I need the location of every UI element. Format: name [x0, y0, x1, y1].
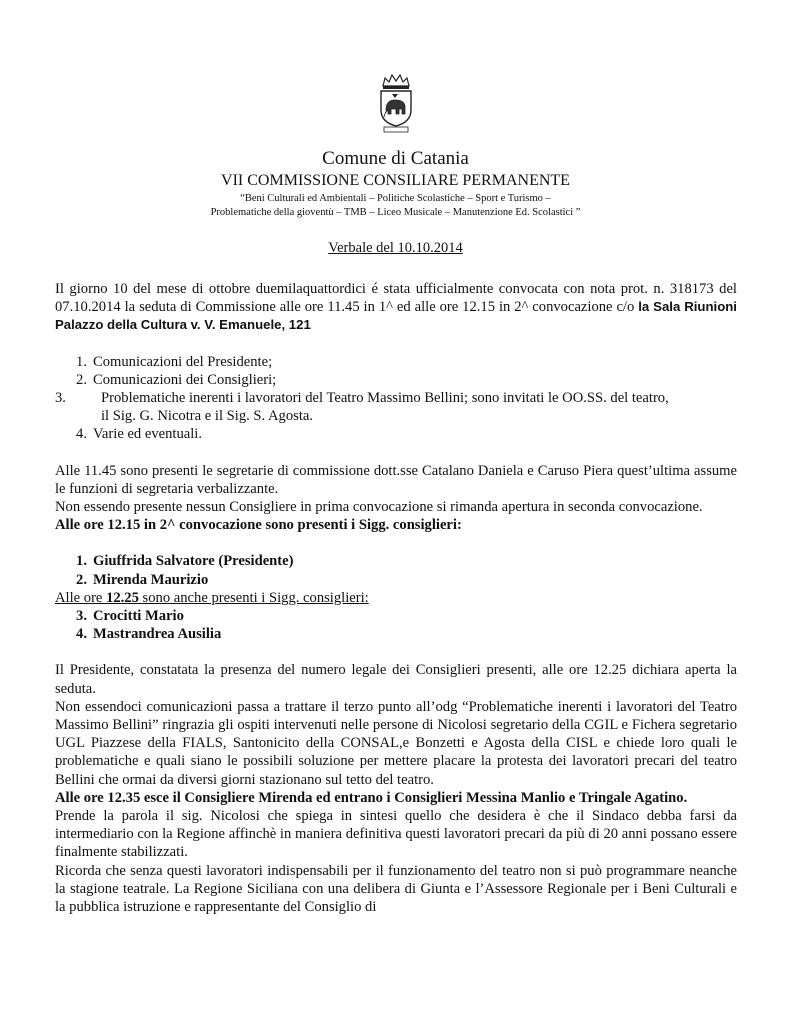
- agenda-text: Problematiche inerenti i lavoratori del Teatro Massimo Bellini; sono invitati le OO.SS. del teatro,: [101, 390, 669, 407]
- verbale-title: Verbale del 10.10.2014: [328, 240, 463, 256]
- consigliere-item: [55, 552, 737, 570]
- intro-location: la Sala Riunioni Palazzo della Cultura v. V. Emanuele, 121: [55, 299, 737, 333]
- agenda-text-cont: il Sig. G. Nicotra e il Sig. S. Agosta.: [101, 408, 314, 425]
- intro-paragraph: [55, 280, 737, 335]
- nicolosi-paragraph: Prende la parola il sig. Nicolosi che spiega in sintesi quello che desidera è che il Sindaco debba farsi da intermediario con la Regione affinchè in maniera definitiva questi lavoratori precari da più di 20 anni possano essere finalmente stabilizzati.: [55, 808, 737, 861]
- alle-1225-suffix: sono anche presenti i Sigg. consiglieri:: [138, 589, 369, 606]
- agenda-item: [55, 425, 737, 443]
- agenda-text: Varie ed eventuali.: [93, 426, 202, 443]
- seconda-convocazione-heading: Alle ore 12.15 in 2^ convocazione sono presenti i Sigg. consiglieri:: [55, 517, 462, 534]
- consigliere-name: Mastrandrea Ausilia: [93, 626, 222, 643]
- comune-crest-logo: [375, 72, 417, 134]
- header-commission: VII COMMISSIONE CONSILIARE PERMANENTE: [221, 172, 570, 189]
- consigliere-num: 1.: [76, 553, 87, 570]
- verbale-heading: [0, 240, 791, 257]
- agenda-num: 1.: [76, 353, 87, 370]
- consigliere-num: 2.: [76, 571, 87, 588]
- agenda-item: [55, 389, 737, 407]
- comunicazioni-paragraph: Non essendoci comunicazioni passa a trattare il terzo punto all’odg “Problematiche inerenti i lavoratori del Teatro Massimo Bellini” ringrazia gli ospiti intervenuti nelle persone di Nicolosi segretario della CGIL e Fichera segretario UGL Piazzese della FIALS, Santonicito della CONSAL,e Bonzetti e Agosta della CISL e chiede loro quali le problematiche e quali siano le possibili soluzione per mettere placare la protesta dei lavoratori precari del teatro Bellini che ormai da diversi giorni stazionano sul tetto del teatro.: [55, 698, 737, 788]
- agenda-num: 3.: [55, 390, 66, 407]
- ore-1235-paragraph: Alle ore 12.35 esce il Consigliere Mirenda ed entrano i Consiglieri Messina Manlio e Tringale Agatino.: [55, 789, 688, 806]
- consigliere-name: Giuffrida Salvatore (Presidente): [93, 553, 294, 570]
- alle-1225-line: [55, 589, 737, 607]
- agenda-num: 2.: [76, 371, 87, 388]
- consigliere-name: Crocitti Mario: [93, 608, 184, 625]
- agenda-text: Comunicazioni dei Consiglieri;: [93, 371, 277, 388]
- header-subtitle-line1: “Beni Culturali ed Ambientali – Politiche Scolastiche – Sport e Turismo –: [240, 193, 551, 204]
- consigliere-num: 4.: [76, 626, 87, 643]
- agenda-item: [55, 353, 737, 371]
- header-title: Comune di Catania: [322, 148, 469, 169]
- alle-1225-prefix: Alle ore: [55, 589, 107, 606]
- agenda-num: 4.: [76, 426, 87, 443]
- rinvio-paragraph: Non essendo presente nessun Consigliere in prima convocazione si rimanda apertura in seconda convocazione.: [55, 499, 703, 516]
- presidente-paragraph: Il Presidente, constatata la presenza del numero legale dei Consiglieri presenti, alle ore 12.25 dichiara aperta la seduta.: [55, 662, 737, 697]
- alle-1225-time: 12.25: [106, 589, 139, 606]
- consigliere-item: [55, 607, 737, 625]
- consigliere-item: [55, 625, 737, 643]
- document-body: [55, 280, 737, 916]
- consigliere-num: 3.: [76, 608, 87, 625]
- agenda-text: Comunicazioni del Presidente;: [93, 353, 273, 370]
- agenda-item: [55, 371, 737, 389]
- intro-text: Il giorno 10 del mese di ottobre duemilaquattordici é stata ufficialmente convocata con nota prot. n. 318173 del 07.10.2014 la seduta di Commissione alle ore 11.45 in 1^ ed alle ore 12.15 in 2^ convocazione c/o: [55, 281, 737, 316]
- header-subtitle-line2: Problematiche della gioventù – TMB – Liceo Musicale – Manutenzione Ed. Scolastici ”: [210, 207, 581, 218]
- consigliere-item: [55, 571, 737, 589]
- presenti-paragraph: Alle 11.45 sono presenti le segretarie di commissione dott.sse Catalano Daniela e Caruso Piera quest’ultima assume le funzioni di segretaria verbalizzante.: [55, 462, 737, 497]
- ricorda-paragraph: Ricorda che senza questi lavoratori indispensabili per il funzionamento del teatro non si può programmare neanche la stagione teatrale. La Regione Siciliana con una delibera di Giunta e l’Assessore Regionale per i Beni Culturali e la pubblica istruzione e rappresentante del Consiglio di: [55, 862, 737, 916]
- consigliere-name: Mirenda Maurizio: [93, 571, 209, 588]
